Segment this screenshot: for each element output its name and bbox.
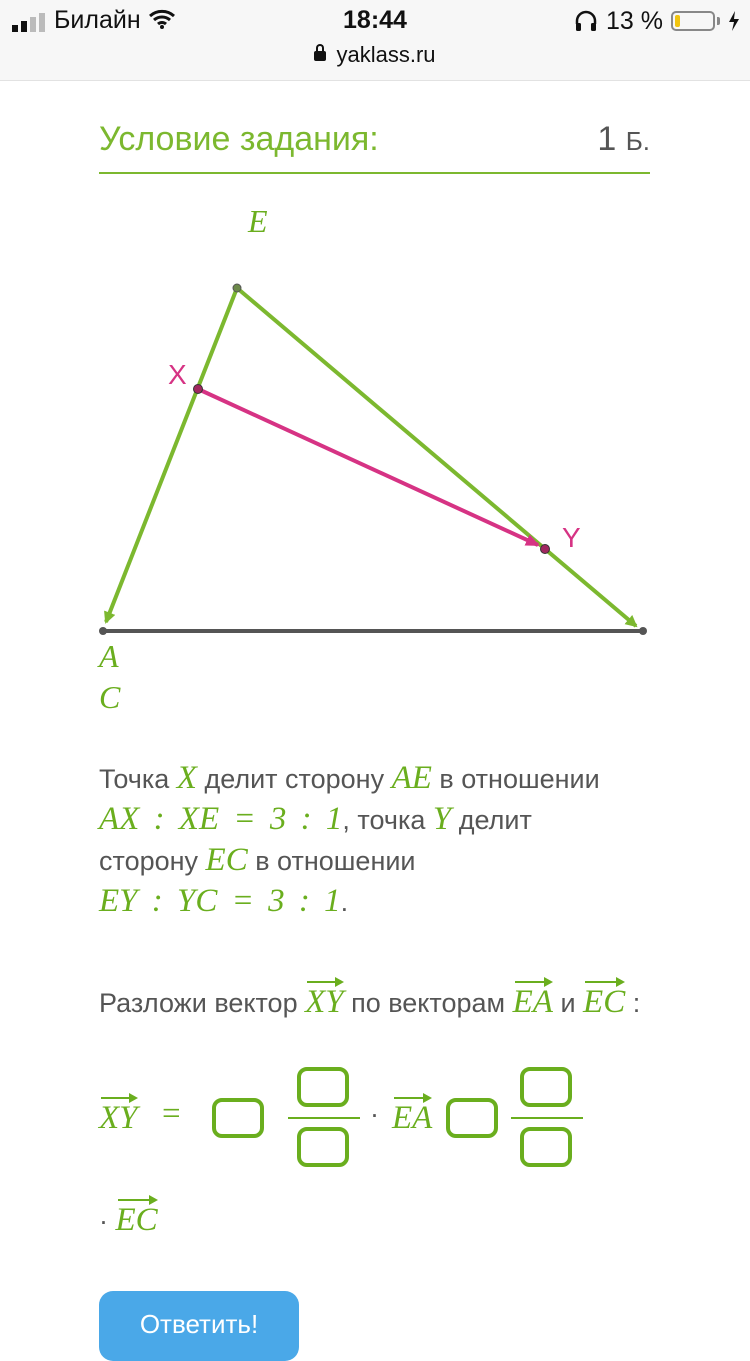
problem-line-2 — [99, 799, 532, 841]
label-a: A — [99, 638, 119, 674]
denominator-input-1[interactable] — [297, 1127, 349, 1167]
formula-equals — [162, 1094, 181, 1136]
triangle-diagram — [0, 180, 750, 720]
fraction-bar-1 — [288, 1117, 360, 1119]
vector-ec-formula: EC — [116, 1196, 158, 1241]
points-unit: Б. — [625, 126, 650, 156]
text-fragment: делит — [451, 805, 532, 835]
status-right — [574, 6, 740, 36]
text-fragment: Точка — [99, 764, 177, 794]
math-ec: EC — [205, 842, 248, 878]
battery-icon — [671, 11, 715, 31]
lock-icon — [314, 51, 326, 61]
denominator-input-2[interactable] — [520, 1127, 572, 1167]
sign-input-1[interactable] — [212, 1098, 264, 1138]
battery-percent: 13 % — [606, 6, 663, 35]
problem-line-1 — [99, 758, 600, 800]
text-fragment: сторону — [99, 846, 206, 876]
battery-tip — [717, 17, 720, 25]
point-e — [233, 284, 241, 292]
label-e: E — [248, 203, 268, 239]
point-y — [541, 545, 550, 554]
formula-line-2 — [99, 1196, 158, 1242]
math-y: Y — [432, 801, 452, 837]
dot-operator: · — [370, 1099, 379, 1129]
math-x: X — [176, 760, 197, 796]
sign-input-2[interactable] — [446, 1098, 498, 1138]
formula-ea — [392, 1094, 432, 1140]
math-ratio-1: AX : XE = 3 : 1 — [99, 801, 343, 837]
address-bar[interactable] — [0, 42, 750, 68]
label-x: X — [168, 359, 187, 390]
fraction-bar-2 — [511, 1117, 583, 1119]
vector-xy — [198, 389, 538, 545]
point-x — [194, 385, 203, 394]
vector-ea-formula: EA — [392, 1094, 432, 1139]
math-ae: AE — [391, 760, 432, 796]
text-fragment: . — [340, 887, 349, 917]
text-fragment: и — [552, 988, 584, 1018]
task-points — [597, 120, 650, 159]
answer-button[interactable]: Ответить! — [99, 1291, 299, 1361]
text-fragment: в отношении — [247, 846, 416, 876]
carrier-name: Билайн — [54, 6, 141, 34]
vector-ea-label: EA — [513, 978, 553, 1023]
decompose-instruction — [99, 978, 640, 1024]
numerator-input-1[interactable] — [297, 1067, 349, 1107]
point-c — [639, 627, 647, 635]
text-fragment: по векторам — [343, 988, 513, 1018]
label-c: C — [99, 679, 121, 715]
text-fragment: Разложи вектор — [99, 988, 306, 1018]
text-fragment: , точка — [342, 805, 433, 835]
task-header — [99, 120, 650, 174]
text-fragment: в отношении — [431, 764, 600, 794]
equals-sign: = — [162, 1096, 181, 1132]
problem-line-4 — [99, 881, 348, 923]
point-a — [99, 627, 107, 635]
dot-operator: · — [99, 1206, 108, 1236]
formula-dot-1 — [370, 1094, 379, 1135]
status-bar — [0, 0, 750, 81]
text-fragment: : — [625, 988, 641, 1018]
vector-ec — [237, 288, 636, 626]
vector-ea — [106, 288, 237, 622]
points-value: 1 — [597, 120, 617, 158]
label-y: Y — [562, 522, 581, 553]
vector-xy-label: XY — [305, 978, 344, 1023]
problem-line-3 — [99, 840, 416, 882]
headphones-icon — [574, 10, 598, 32]
url-text: yaklass.ru — [336, 42, 436, 67]
formula-lhs — [99, 1094, 138, 1140]
battery-level — [675, 15, 680, 27]
text-fragment: делит сторону — [196, 764, 392, 794]
vector-ec-label: EC — [583, 978, 625, 1023]
charging-icon — [728, 11, 740, 31]
clock: 18:44 — [343, 6, 407, 34]
vector-xy-lhs: XY — [99, 1094, 138, 1139]
math-ratio-2: EY : YC = 3 : 1 — [99, 883, 341, 919]
task-title: Условие задания: — [99, 120, 379, 158]
numerator-input-2[interactable] — [520, 1067, 572, 1107]
